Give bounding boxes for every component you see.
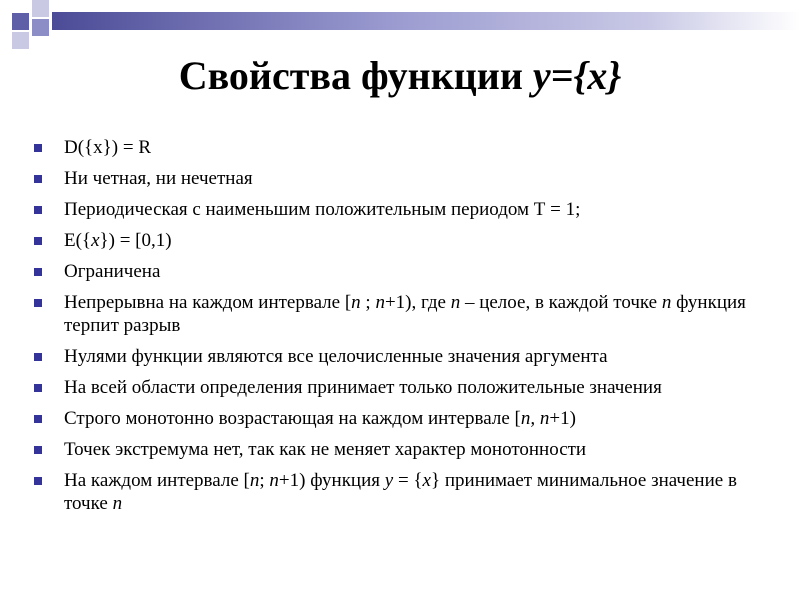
bullet-text: D({x}) = R (64, 137, 152, 158)
bullet-text-italic: n (112, 493, 123, 514)
bullet-text: Периодическая с наименьшим положительным периодом Т = 1; (64, 199, 581, 220)
list-item (30, 345, 780, 368)
bullet-text: +1), где (384, 292, 451, 313)
bullet-text: ; (360, 292, 376, 313)
bullet-text-italic: n (351, 292, 361, 313)
bullet-text-italic: x (422, 470, 431, 491)
bullet-text-italic: n (450, 292, 461, 313)
decor-square-dark (12, 13, 29, 30)
bullet-text: функция терпит разрыв (64, 292, 746, 336)
bullet-marker (34, 206, 42, 214)
decor-square-light-2 (12, 32, 29, 49)
bullet-text: – целое, в каждой точке (460, 292, 662, 313)
bullet-text: Нулями функции являются все целочисленные значения аргумента (64, 346, 608, 367)
bullet-text: Строго монотонно возрастающая на каждом интервале [ (64, 408, 521, 429)
list-item (30, 407, 780, 430)
list-item (30, 469, 780, 515)
bullet-text-italic: n, n (520, 408, 550, 429)
list-item (30, 291, 780, 337)
bullet-text: На всей области определения принимает только положительные значения (64, 377, 662, 398)
bullet-text-italic: n (375, 292, 385, 313)
header-band (52, 12, 800, 30)
bullet-text: +1) (549, 408, 576, 429)
bullet-text: E({ (64, 230, 92, 251)
decor-square-light (32, 0, 49, 17)
bullet-text: Точек экстремума нет, так как не меняет характер монотонности (64, 439, 587, 460)
bullet-text: Ограничена (64, 261, 161, 282)
list-item (30, 167, 780, 190)
bullet-marker (34, 353, 42, 361)
bullet-marker (34, 175, 42, 183)
bullet-text: } принимает минимальное значение в точке (64, 470, 737, 514)
bullet-text: Ни четная, ни нечетная (64, 168, 253, 189)
bullet-text-italic: n (269, 470, 279, 491)
list-item (30, 136, 780, 159)
bullet-text: }) = [0,1) (99, 230, 172, 251)
list-item (30, 376, 780, 399)
bullet-text: = { (393, 470, 423, 491)
decor-square-mid (32, 19, 49, 36)
list-item (30, 438, 780, 461)
bullet-marker (34, 477, 42, 485)
list-item (30, 260, 780, 283)
bullet-marker (34, 384, 42, 392)
bullet-text-italic: n (661, 292, 672, 313)
bullet-marker (34, 446, 42, 454)
bullet-marker (34, 144, 42, 152)
bullet-text: На каждом интервале [ (64, 470, 250, 491)
property-list (30, 136, 780, 523)
list-item (30, 229, 780, 252)
bullet-text-italic: y (384, 470, 394, 491)
bullet-text: Непрерывна на каждом интервале [ (64, 292, 352, 313)
slide-title (0, 50, 800, 102)
title-formula: y={x} (532, 53, 622, 98)
bullet-marker (34, 268, 42, 276)
bullet-text-italic: n (249, 470, 260, 491)
list-item (30, 198, 780, 221)
bullet-marker (34, 415, 42, 423)
bullet-text: ; (259, 470, 270, 491)
bullet-text-italic: x (91, 230, 100, 251)
bullet-marker (34, 237, 42, 245)
bullet-text: +1) функция (278, 470, 385, 491)
bullet-marker (34, 299, 42, 307)
title-prefix: Свойства функции (178, 53, 533, 98)
